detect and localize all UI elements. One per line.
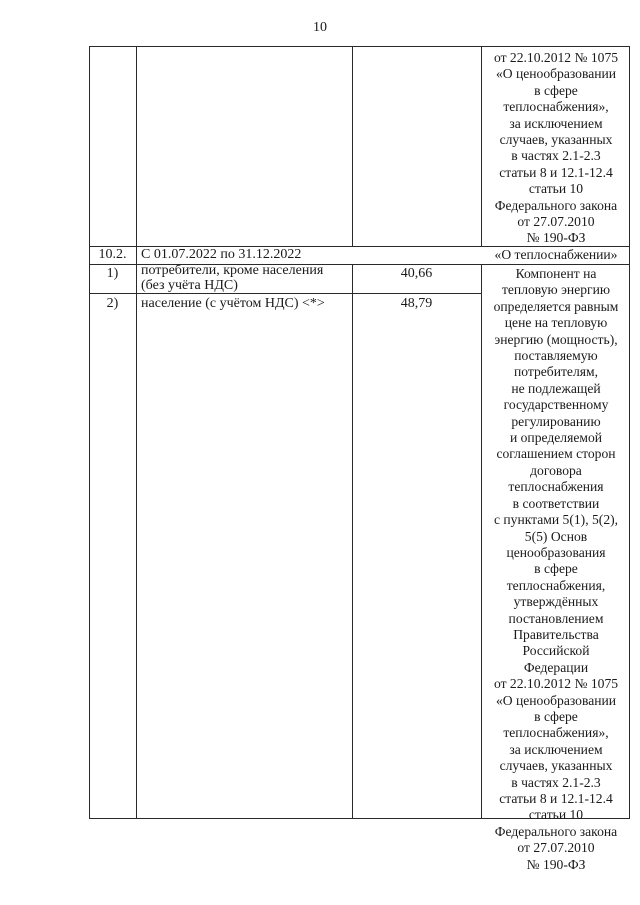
table-border bbox=[481, 46, 482, 246]
table-border bbox=[481, 264, 482, 818]
row-number: 2) bbox=[106, 296, 119, 311]
component-note: Компонент на тепловую энергию определяется равным цене на тепловую энергию (мощность), поставляемую потребителям, не подлежащей государственному регулированию и определяемой соглашением сторон договора теплоснабжения в соответствии с пунктами 5(1), 5(2), 5(5) Основ ценообразования в сфере теплоснабжения, утверждённых постановлением Правительства Российской Федерации от 22.10.2012 № 1075 «О ценообразовании в сфере теплоснабжения», за исключением случаев, указанных в частях 2.1-2.3 статьи 8 и 12.1-12.4 статьи 10 Федерального закона от 27.07.2010 № 190-ФЗ bbox=[493, 266, 619, 872]
table-border bbox=[89, 46, 630, 47]
consumer-category: население (с учётом НДС) <*> bbox=[141, 296, 325, 311]
table-border bbox=[89, 46, 90, 246]
page-number: 10 bbox=[313, 20, 327, 35]
section-number: 10.2. bbox=[98, 247, 127, 262]
table-border bbox=[352, 46, 353, 246]
table-border bbox=[629, 46, 630, 818]
table-border bbox=[136, 246, 137, 264]
legal-basis-note: от 22.10.2012 № 1075 «О ценообразовании в сфере теплоснабжения», за исключением случаев, указанных в частях 2.1-2.3 статьи 8 и 12.1-12.4 статьи 10 Федерального закона от 27.07.2010 № 190-ФЗ «О теплоснабжении» bbox=[493, 50, 619, 262]
section-period: С 01.07.2022 по 31.12.2022 bbox=[141, 247, 302, 262]
table-border bbox=[136, 46, 137, 246]
consumer-category: потребители, кроме населения (без учёта НДС) bbox=[141, 263, 324, 293]
table-border bbox=[89, 264, 90, 818]
table-border bbox=[136, 264, 137, 818]
tariff-value: 40,66 bbox=[400, 266, 433, 281]
tariff-value: 48,79 bbox=[400, 296, 433, 311]
row-number: 1) bbox=[106, 266, 119, 281]
table-border bbox=[352, 264, 353, 818]
